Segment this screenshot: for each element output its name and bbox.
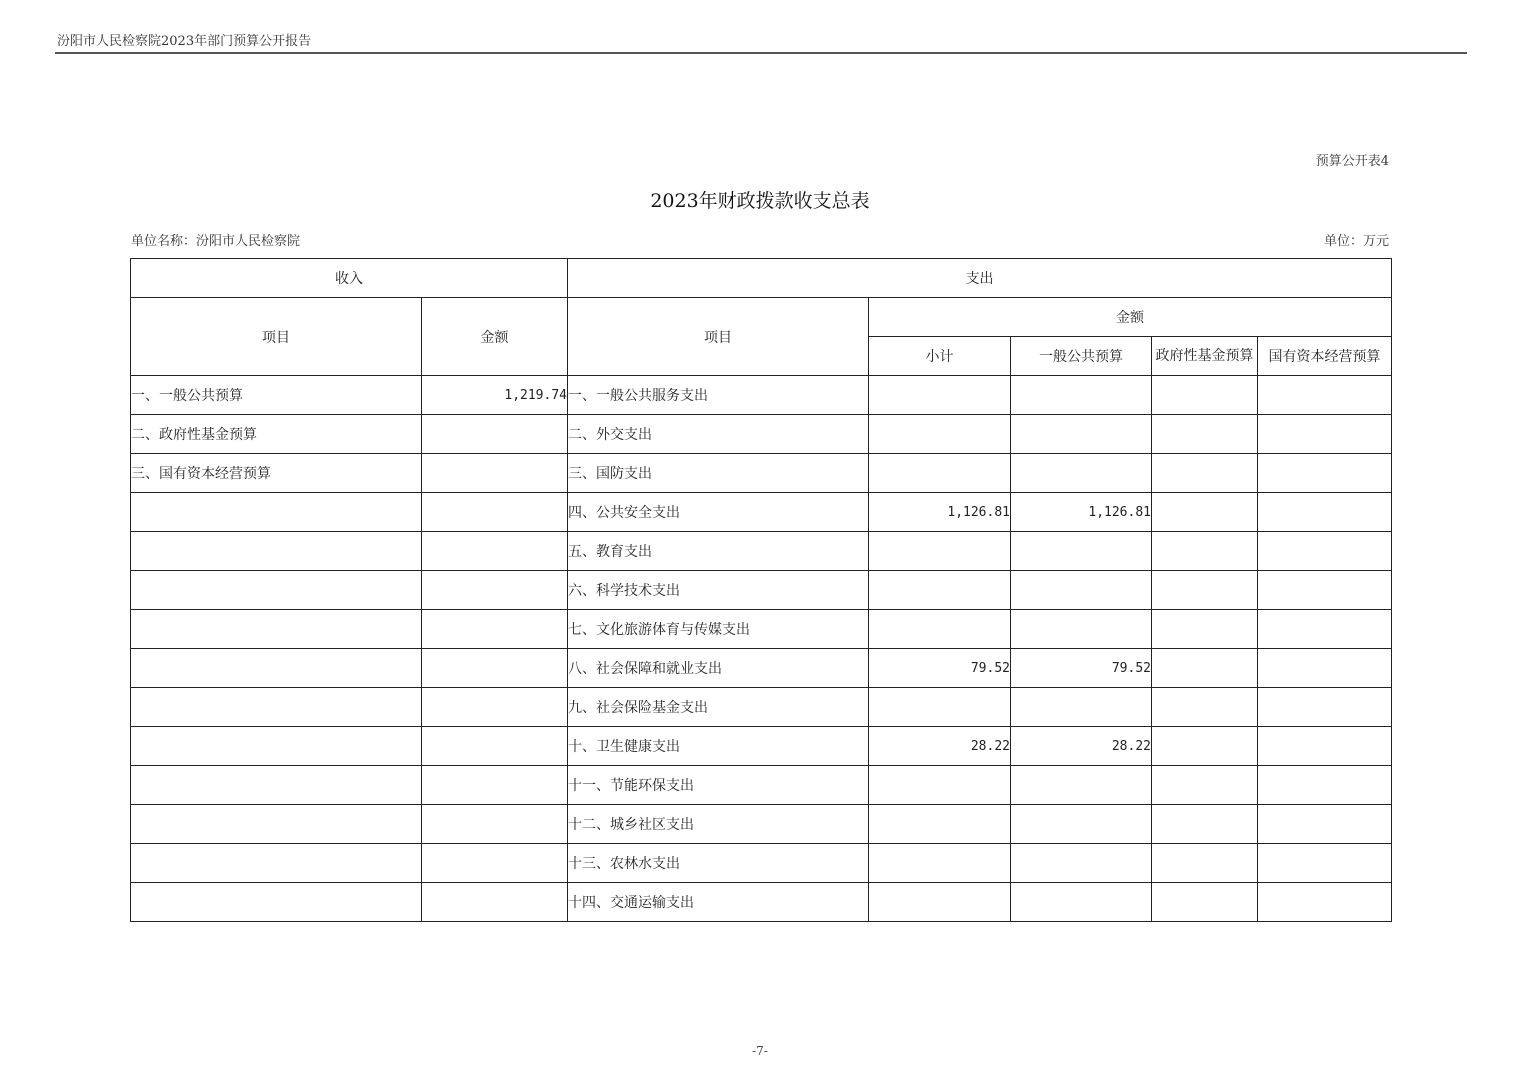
gov-fund-budget-cell [1152,805,1258,844]
income-amount-cell [422,571,568,610]
income-item-cell: 二、政府性基金预算 [131,415,422,454]
gov-fund-budget-cell [1152,844,1258,883]
income-item-cell [131,844,422,883]
general-budget-cell [1011,610,1152,649]
expense-item-cell: 四、公共安全支出 [568,493,869,532]
expense-amount-header: 金额 [869,298,1392,337]
subtotal-cell: 28.22 [869,727,1011,766]
state-capital-budget-cell [1258,376,1392,415]
state-capital-budget-cell [1258,415,1392,454]
table-row [131,415,1392,454]
subtotal-cell [869,688,1011,727]
expense-item-cell: 九、社会保险基金支出 [568,688,869,727]
table-number: 预算公开表4 [1315,154,1389,169]
general-budget-cell: 79.52 [1011,649,1152,688]
budget-table [130,258,1392,922]
expense-item-cell: 十、卫生健康支出 [568,727,869,766]
expense-item-cell: 十四、交通运输支出 [568,883,869,922]
subtotal-cell [869,883,1011,922]
income-amount-cell [422,766,568,805]
gov-fund-budget-cell [1152,883,1258,922]
header-rule [55,52,1467,54]
subtotal-header: 小计 [869,337,1011,376]
subtotal-cell [869,805,1011,844]
income-item-cell [131,688,422,727]
running-header-title: 汾阳市人民检察院2023年部门预算公开报告 [57,34,312,49]
income-item-cell [131,532,422,571]
income-item-cell [131,649,422,688]
income-amount-cell [422,844,568,883]
state-capital-budget-cell [1258,727,1392,766]
general-budget-cell [1011,805,1152,844]
expense-item-cell: 十一、节能环保支出 [568,766,869,805]
subtotal-cell: 79.52 [869,649,1011,688]
income-amount-cell [422,610,568,649]
general-budget-cell [1011,532,1152,571]
state-capital-budget-cell [1258,766,1392,805]
gov-fund-budget-cell [1152,532,1258,571]
income-item-cell [131,766,422,805]
state-capital-budget-cell [1258,454,1392,493]
table-row [131,805,1392,844]
table-row [131,844,1392,883]
income-item-cell: 三、国有资本经营预算 [131,454,422,493]
expense-item-cell: 十三、农林水支出 [568,844,869,883]
gov-fund-budget-cell [1152,493,1258,532]
general-budget-cell [1011,883,1152,922]
general-budget-cell [1011,454,1152,493]
expense-item-cell: 十二、城乡社区支出 [568,805,869,844]
income-item-header: 项目 [131,298,422,376]
gov-fund-budget-cell [1152,688,1258,727]
income-amount-cell [422,454,568,493]
expense-item-cell: 一、一般公共服务支出 [568,376,869,415]
subtotal-cell [869,571,1011,610]
table-body [131,376,1392,922]
expense-item-header: 项目 [568,298,869,376]
gov-fund-budget-cell [1152,415,1258,454]
expense-item-cell: 二、外交支出 [568,415,869,454]
income-amount-cell [422,805,568,844]
gov-fund-budget-header: 政府性基金预算 [1152,337,1258,376]
subtotal-cell [869,532,1011,571]
state-capital-budget-cell [1258,571,1392,610]
expense-item-cell: 六、科学技术支出 [568,571,869,610]
income-item-cell [131,727,422,766]
unit-name-label: 单位名称：汾阳市人民检察院 [131,234,301,249]
table-row [131,727,1392,766]
table-row [131,688,1392,727]
income-amount-cell [422,493,568,532]
income-item-cell [131,883,422,922]
currency-unit-label: 单位：万元 [1323,234,1389,249]
state-capital-budget-cell [1258,805,1392,844]
state-capital-budget-cell [1258,844,1392,883]
general-budget-cell [1011,415,1152,454]
gov-fund-budget-cell [1152,571,1258,610]
income-header: 收入 [131,259,568,298]
table-row [131,493,1392,532]
income-item-cell [131,610,422,649]
subtotal-cell [869,454,1011,493]
general-budget-cell: 1,126.81 [1011,493,1152,532]
table-row [131,376,1392,415]
state-capital-budget-cell [1258,883,1392,922]
page-number: -7- [752,1044,768,1058]
income-item-cell [131,571,422,610]
state-capital-budget-cell [1258,610,1392,649]
general-budget-cell: 28.22 [1011,727,1152,766]
income-amount-header: 金额 [422,298,568,376]
general-budget-cell [1011,571,1152,610]
table-row [131,571,1392,610]
income-item-cell: 一、一般公共预算 [131,376,422,415]
general-budget-cell [1011,844,1152,883]
income-amount-cell [422,532,568,571]
income-amount-cell: 1,219.74 [422,376,568,415]
state-capital-budget-cell [1258,493,1392,532]
page-title: 2023年财政拨款收支总表 [650,190,870,212]
table-row [131,610,1392,649]
subtotal-cell [869,415,1011,454]
table-row [131,766,1392,805]
income-item-cell [131,493,422,532]
table-row [131,532,1392,571]
gov-fund-budget-cell [1152,454,1258,493]
income-amount-cell [422,883,568,922]
general-budget-header: 一般公共预算 [1011,337,1152,376]
state-capital-budget-cell [1258,649,1392,688]
expense-item-cell: 五、教育支出 [568,532,869,571]
expense-item-cell: 八、社会保障和就业支出 [568,649,869,688]
state-capital-budget-header: 国有资本经营预算 [1258,337,1392,376]
table-row [131,649,1392,688]
subtotal-cell: 1,126.81 [869,493,1011,532]
table-header [131,259,1392,376]
income-item-cell [131,805,422,844]
state-capital-budget-cell [1258,532,1392,571]
income-amount-cell [422,415,568,454]
table-row [131,883,1392,922]
expense-item-cell: 三、国防支出 [568,454,869,493]
gov-fund-budget-cell [1152,649,1258,688]
state-capital-budget-cell [1258,688,1392,727]
gov-fund-budget-cell [1152,766,1258,805]
general-budget-cell [1011,376,1152,415]
subtotal-cell [869,376,1011,415]
income-amount-cell [422,649,568,688]
expense-item-cell: 七、文化旅游体育与传媒支出 [568,610,869,649]
gov-fund-budget-cell [1152,376,1258,415]
expense-header: 支出 [568,259,1392,298]
subtotal-cell [869,610,1011,649]
income-amount-cell [422,727,568,766]
subtotal-cell [869,844,1011,883]
gov-fund-budget-cell [1152,727,1258,766]
subtotal-cell [869,766,1011,805]
general-budget-cell [1011,688,1152,727]
general-budget-cell [1011,766,1152,805]
income-amount-cell [422,688,568,727]
table-row [131,454,1392,493]
gov-fund-budget-cell [1152,610,1258,649]
